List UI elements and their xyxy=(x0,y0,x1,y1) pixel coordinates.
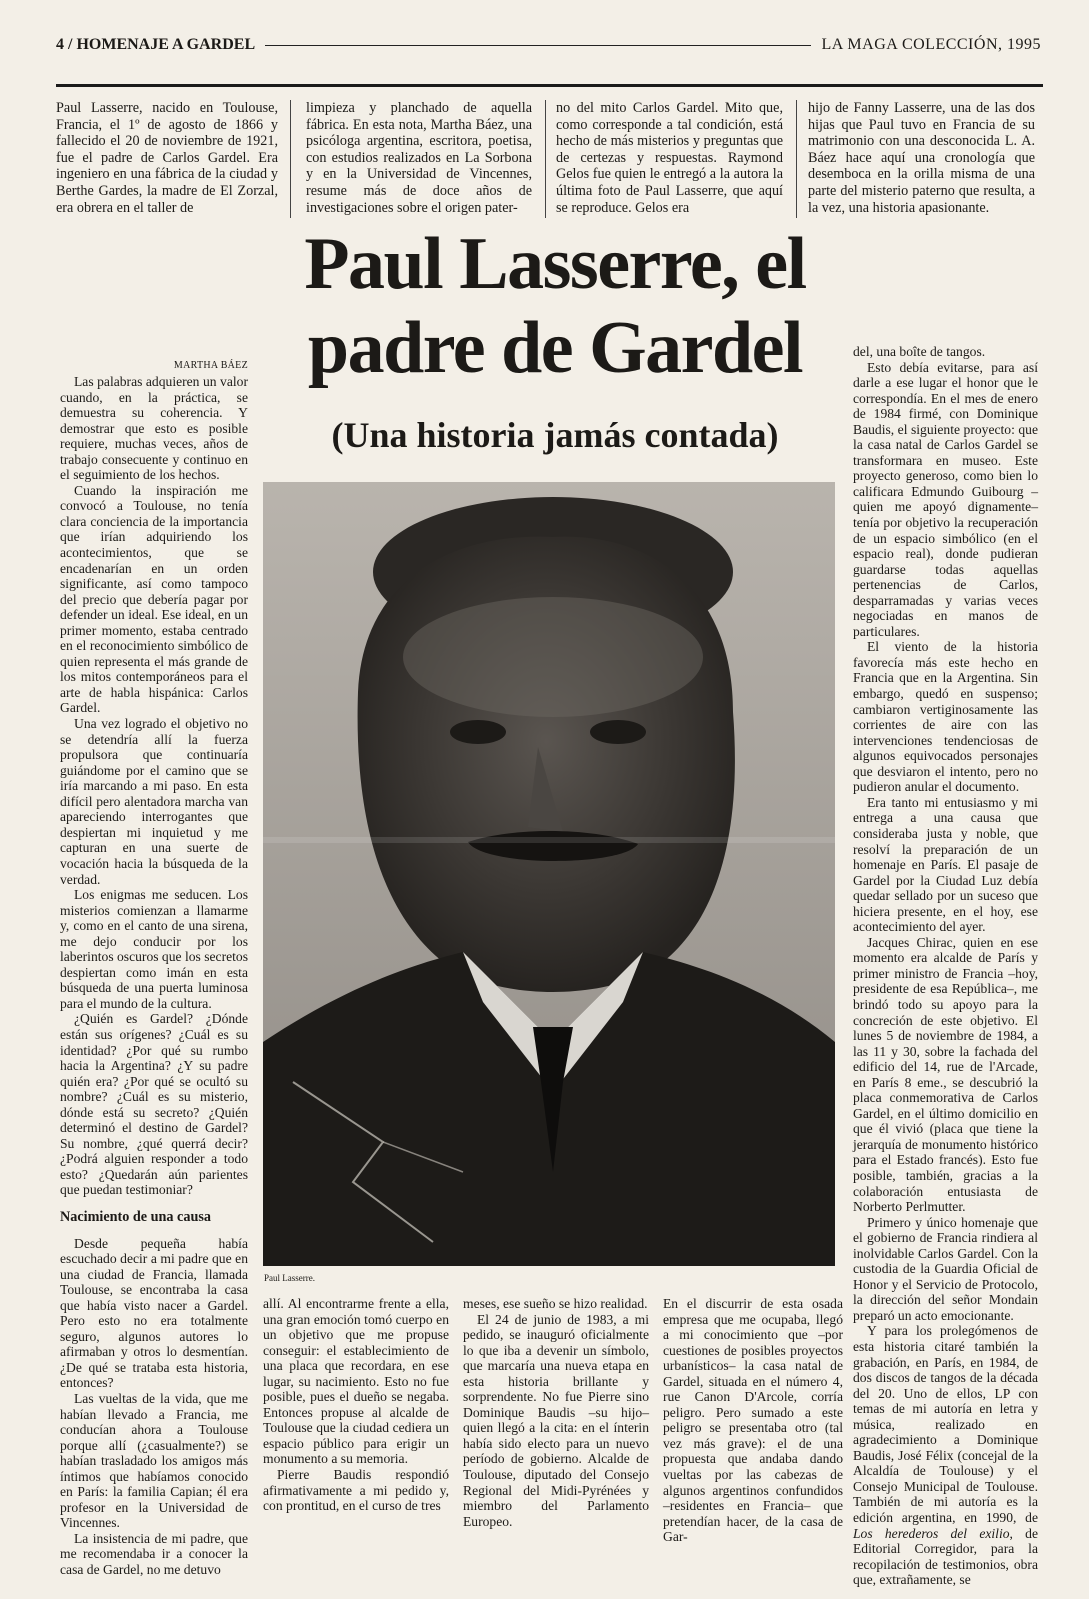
paragraph-text: Y para los prolegómenos de esta historia citaré también la grabación, en París, en 1984, de dos discos de tangos de la década del 20. Uno de ellos, LP con temas de mi autoría en letra y música, realizado en agradecimiento a Dominique Baudis, José Félix (concejal de la Alcaldía de Toulouse) y el Consejo Municipal de Toulouse. También de mi autoría es la edición argentina, en 1990, de xyxy=(853,1323,1038,1526)
section-title: 4 / HOMENAJE A GARDEL xyxy=(56,36,256,53)
headline-line-2: padre de Gardel xyxy=(307,307,803,389)
headline-subtitle: (Una historia jamás contada) xyxy=(331,415,779,455)
bottom-column-2: meses, ese sueño se hizo realidad. El 24 de junio de 1983, a mi pedido, se inauguró oficialmente lo que iba a devenir un símbolo, que marcaría una nueva etapa en esta historia brillante y sorprendente. No fue Pierre sino Dominique Baudis –su hijo– quien llegó a la cita: en el ínterin había sido electo para un nuevo período de gobierno. Alcalde de Toulouse, diputado del Consejo Regional del Midi-Pyrénées y miembro del Parlamento Europeo. xyxy=(463,1296,649,1529)
paragraph: ¿Quién es Gardel? ¿Dónde están sus orígenes? ¿Cuál es su identidad? ¿Por qué su rumbo hacia la Argentina? ¿Y su padre quién era? ¿Por qué se ocultó su nombre? ¿Cuál es su misterio, dónde está su secreto? ¿Quién determinó el destino de Gardel? Su nombre, ¿qué querrá decir? ¿Podrá alguien responder a todo esto? ¿Quedarán aún parientes que puedan testimoniar? xyxy=(60,1011,248,1198)
paragraph: Esto debía evitarse, para así darle a ese lugar el honor que le correspondía. En el mes de enero de 1984 firmé, con Dominique Baudis, el siguiente proyecto: que la casa natal de Carlos Gardel se transformara en museo. Este proyecto generoso, como bien lo calificara Edmundo Guibourg –quien me apoyó dignamente– tenía por objetivo la recuperación de un espacio simbólico (en el espacio real), donde pudieran guardarse todas aquellas pertenencias de Carlos, desparramadas y varias veces negociadas en manos de particulares. xyxy=(853,359,1038,639)
paragraph: Una vez logrado el objetivo no se detendría allí la fuerza propulsora que continuaría guiándome por el camino que se iría marcando a mi paso. En esta difícil pero alentadora marcha van apareciendo interrogantes que despiertan mi inquietud y me capturan en una suerte de vocación hacia la búsqueda de la verdad. xyxy=(60,716,248,887)
publication-title: LA MAGA COLECCIÓN, 1995 xyxy=(821,36,1041,53)
paragraph: Las vueltas de la vida, que me habían llevado a Francia, me conducían ahora a Toulouse porque allí (¿casualmente?) se habían trasladado los amigos más íntimos que habíamos conocido en París: la familia Capian; él era profesor en la Universidad de Vincennes. xyxy=(60,1391,248,1531)
paragraph: El viento de la historia favorecía más este hecho en Francia que en la Argentina. Sin embargo, quedó en suspenso; cambiaron vertiginosamente las corrientes de aire con las intervenciones tendenciosas de algunos equivocados personajes que desviaron el intento, pero no pudieron anular el documento. xyxy=(853,639,1038,795)
intro-col-1: Paul Lasserre, nacido en Toulouse, Francia, el 1º de agosto de 1866 y fallecido el 20 de noviembre de 1921, fue el padre de Carlos Gardel. Era ingeniero en una fábrica de la ciudad y Berthe Gardes, la madre de El Zorzal, era obrera en el taller de xyxy=(56,100,278,216)
portrait-illustration xyxy=(263,482,835,1266)
headline-line-1: Paul Lasserre, el xyxy=(304,223,806,305)
paragraph xyxy=(853,1323,1038,1587)
paragraph-text: , de Editorial Corregidor, para la recopilación de testimonios, obra que, extrañamente, se xyxy=(853,1525,1038,1588)
paragraph: Jacques Chirac, quien en ese momento era alcalde de París y primer ministro de Francia –hoy, presidente de esa República–, me brindó todo su apoyo para la concreción de este objetivo. El lunes 5 de noviembre de 1984, a las 11 y 30, sobre la fachada del edificio del 14, rue de l'Arcade, en París 8 eme., se descubrió la placa conmemorativa de Carlos Gardel, en el último domicilio en que él vivió (placa que tiene la jerarquía de monumento histórico para el Estado francés). Esto fue posible, también, gracias a la colaboración entusiasta de Norberto Perlmutter. xyxy=(853,934,1038,1215)
photo-caption: Paul Lasserre. xyxy=(264,1273,315,1283)
page-header xyxy=(56,34,1041,56)
paragraph: Cuando la inspiración me convocó a Toulouse, no tenía clara conciencia de la importancia que irían adquiriendo los acontecimientos, que se encadenarían en un orden significante, así como tampoco del precio que debería pagar por defender un ideal. Ese ideal, en un primer momento, estaba centrado en el reconocimiento simbólico de quien representa el más grande de los mitos contemporáneos para el arte de habla hispánica: Carlos Gardel. xyxy=(60,482,248,716)
right-column xyxy=(853,344,1038,1588)
byline: MARTHA BÁEZ xyxy=(173,360,248,371)
paragraph: Era tanto mi entusiasmo y mi entrega a una causa que consideraba justa y noble, que resolví la preparación de un homenaje en París. El pasaje de Gardel por la Ciudad Luz debía quedar sellado por un suceso que hiciera presente, en el hoy, ese acontecimiento del ayer. xyxy=(853,794,1038,935)
intro-col-2: limpieza y planchado de aquella fábrica. En esta nota, Martha Báez, una psicóloga argentina, escritora, poetisa, con estudios realizados en La Sorbona y en la Universidad de Vincennes, resume más de doce años de investigaciones sobre el origen pater- xyxy=(306,100,532,216)
bottom-column-1: allí. Al encontrarme frente a ella, una gran emoción tomó cuerpo en un objetivo que me propuse conseguir: el establecimiento de una placa que recordara, en ese lugar, su nacimiento. Esto no fue posible, pues el dueño se negaba. Entonces propuse al alcalde de Toulouse que la ciudad cediera un espacio público para erigir un monumento a su memoria. Pierre Baudis respondió afirmativamente a mi pedido y, con prontitud, en el curso de tres xyxy=(263,1296,449,1514)
header-rule xyxy=(265,45,811,46)
paragraph: Las palabras adquieren un valor cuando, en la práctica, se demuestra su coherencia. Y demostrar que esto es posible requiere, muchas veces, años de trabajo consecuente y continuo en el seguimiento de los hechos. xyxy=(60,374,248,483)
paragraph: Los enigmas me seducen. Los misterios comienzan a llamarme y, como en el canto de una sirena, me dejo conducir por los laberintos oscuros que los secretos despiertan como imán en esta búsqueda de una puerta luminosa para el mundo de la cultura. xyxy=(60,887,249,1011)
intro-col-3: no del mito Carlos Gardel. Mito que, como corresponde a tal condición, está hecho de más misterios y preguntas que de certezas y respuestas. Raymond Gelos fue quien le entregó a la autora la última foto de Paul Lasserre, que aquí se reproduce. Gelos era xyxy=(556,100,783,216)
paragraph: Desde pequeña había escuchado decir a mi padre que en una ciudad de Francia, llamada Toulouse, se encontraba la casa que había visto nacer a Gardel. Pero esto no era totalmente seguro, algunos autores lo afirmaban y otros lo desmentían. ¿De qué se trataba esta historia, entonces? xyxy=(60,1235,248,1391)
top-rule xyxy=(56,84,1043,87)
paragraph: La insistencia de mi padre, que me recomendaba ir a conocer la casa de Gardel, no me detuvo xyxy=(60,1530,248,1578)
intro-separator-1 xyxy=(290,100,291,218)
intro-col-4: hijo de Fanny Lasserre, una de las dos hijas que Paul tuvo en Francia de su matrimonio con una desconocida L. A. Báez hace aquí una cronología que desemboca en la orilla misma de una parte del misterio paterno que resulta, a la vez, una historia apasionante. xyxy=(808,100,1035,216)
portrait-photo xyxy=(263,482,835,1266)
bottom-column-3: En el discurrir de esta osada empresa que me ocupaba, llegó a mi conocimiento que –por cuestiones de posibles proyectos urbanísticos– la casa natal de Gardel, situada en el número 4, rue Canon D'Arcole, corría peligro. Pero sumado a este peligro se presentaba otro (tal vez más grave): el de una propuesta que andaba dando vueltas por las cabezas de algunos argentinos confundidos –residentes en Francia– que pretendían hacer, de la casa de Gar- xyxy=(663,1296,843,1545)
paragraph: del, una boîte de tangos. xyxy=(853,344,986,359)
paragraph: Primero y único homenaje que el gobierno de Francia rindiera al inolvidable Carlos Gardel. Con la custodia de la Guardia Oficial de Honor y el Servicio de Protocolo, la dirección del señor Mondain preparó un acto emocionante. xyxy=(853,1214,1038,1323)
intro-separator-2 xyxy=(545,100,546,218)
left-column xyxy=(60,374,248,1578)
book-title: Los herederos del exilio xyxy=(853,1525,1010,1541)
section-subhead: Nacimiento de una causa xyxy=(60,1208,211,1225)
headline xyxy=(250,222,860,390)
intro-separator-3 xyxy=(796,100,797,218)
